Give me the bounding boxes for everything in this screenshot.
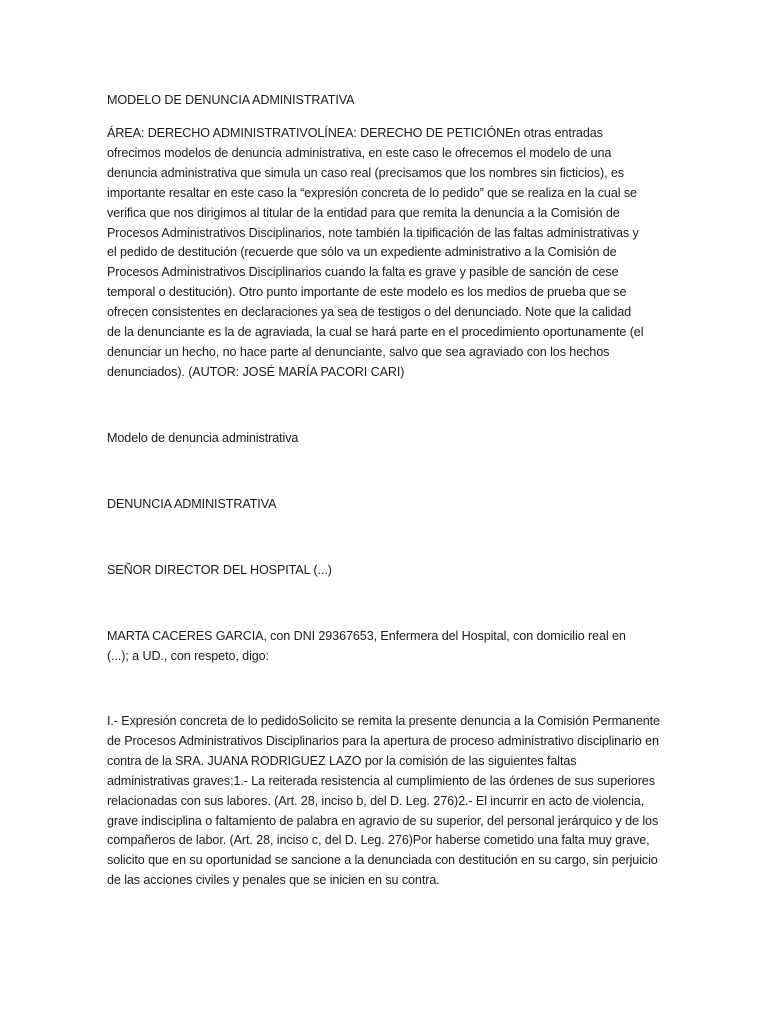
denuncia-heading: DENUNCIA ADMINISTRATIVA	[107, 497, 277, 511]
complainant-paragraph: MARTA CACERES GARCIA, con DNI 29367653, Enfermera del Hospital, con domicilio real en (...); a UD., con respeto, digo:	[107, 629, 626, 663]
intro-paragraph: ÁREA: DERECHO ADMINISTRATIVOLÍNEA: DERECHO DE PETICIÓNEn otras entradas ofrecimos modelos de denuncia administrativa, en este caso le ofrecemos el modelo de una denuncia administrativa que simula un caso real (precisamos que los nombres sin ficticios), es importante resaltar en este caso la “expresión concreta de lo pedido” que se realiza en la cual se verifica que nos dirigimos al titular de la entidad para que remita la denuncia a la Comisión de Procesos Administrativos Disciplinarios, note también la tipificación de las faltas administrativas y el pedido de destitución (recuerde que sólo va un expediente administrativo a la Comisión de Procesos Administrativos Disciplinarios cuando la falta es grave y pasible de sanción de cese temporal o destitución). Otro punto importante de este modelo es los medios de prueba que se ofrecen consistentes en declaraciones ya sea de testigos o del denunciado. Note que la calidad de la denunciante es la de agraviada, la cual se hará parte en el procedimiento oportunamente (el denunciar un hecho, no hace parte al denunciante, salvo que sea agraviado con los hechos denunciados). (AUTOR: JOSÉ MARÍA PACORI CARI)	[107, 126, 644, 379]
document-title: MODELO DE DENUNCIA ADMINISTRATIVA	[107, 93, 355, 107]
document-subtitle: Modelo de denuncia administrativa	[107, 431, 299, 445]
section-one-paragraph: I.- Expresión concreta de lo pedidoSolicito se remita la presente denuncia a la Comisión Permanente de Procesos Administrativos Disciplinarios para la apertura de proceso administrativo disciplinario en contra de la SRA. JUANA RODRIGUEZ LAZO por la comisión de las siguientes faltas administrativas graves:1.- La reiterada resistencia al cumplimiento de las órdenes de sus superiores relacionadas con sus labores. (Art. 28, inciso b, del D. Leg. 276)2.- El incurrir en acto de violencia, grave indisciplina o faltamiento de palabra en agravio de su superior, del personal jerárquico y de los compañeros de labor. (Art. 28, inciso c, del D. Leg. 276)Por haberse cometido una falta muy grave, solicito que en su oportunidad se sancione a la denunciada con destitución en su cargo, sin perjuicio de las acciones civiles y penales que se inicien en su contra.	[107, 714, 660, 888]
addressee-line: SEÑOR DIRECTOR DEL HOSPITAL (...)	[107, 563, 332, 577]
